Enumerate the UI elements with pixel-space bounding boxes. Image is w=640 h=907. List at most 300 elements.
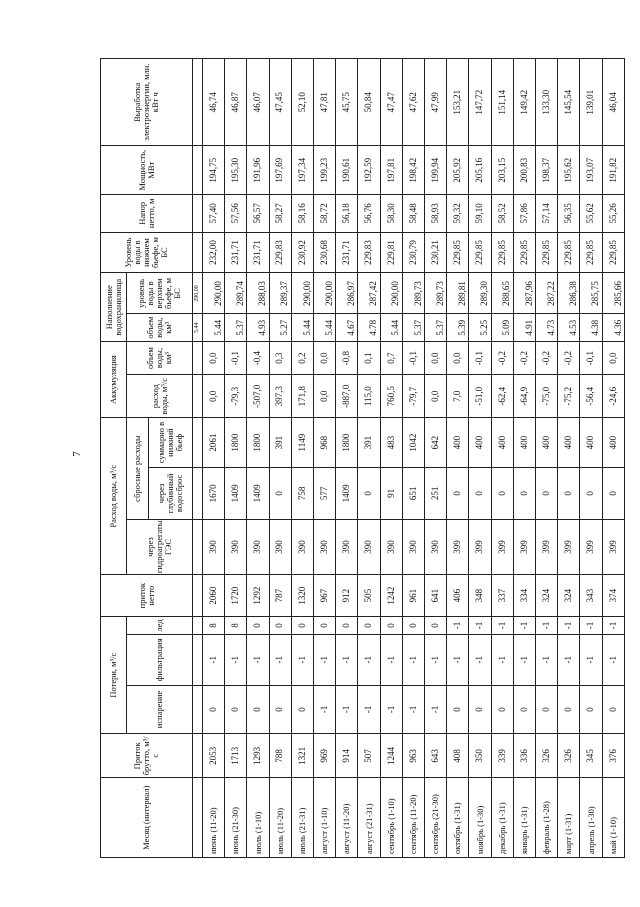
cell-lower: 230,21 [425, 232, 447, 273]
cell-acc-flow: -51,0 [469, 375, 491, 418]
cell-spill: 0 [580, 467, 602, 519]
cell-power: 198,42 [402, 146, 424, 195]
cell-inflow: 408 [447, 734, 469, 778]
init-row-cell [193, 146, 203, 195]
cell-vol-stagger [336, 314, 358, 342]
col-head: Напор нетто, м [101, 195, 193, 233]
cell-acc-vol: -0,8 [336, 342, 358, 375]
init-row-cell [193, 195, 203, 233]
cell-acc-vol: -0,2 [536, 342, 558, 375]
cell-ice: -1 [536, 617, 558, 635]
cell-turb: 399 [602, 519, 624, 574]
cell-ice: -1 [513, 617, 535, 635]
cell-evap: 0 [469, 685, 491, 734]
cell-total: 1042 [402, 418, 424, 468]
init-row-cell [193, 59, 203, 146]
cell-gen: 46,74 [203, 59, 225, 146]
cell-inflow: 507 [358, 734, 380, 778]
cell-turb: 399 [558, 519, 580, 574]
cell-net: 1320 [291, 575, 313, 617]
cell-upper-stagger [269, 273, 291, 314]
cell-filt: -1 [536, 634, 558, 685]
cell-month: март (1-31) [558, 778, 580, 858]
col-water-volume: объем воды, км³ [127, 314, 193, 342]
cell-spill: 0 [447, 467, 469, 519]
cell-month: июль (21-31) [291, 778, 313, 858]
cell-upper-stagger [358, 273, 380, 314]
cell-gen: 47,99 [425, 59, 447, 146]
cell-month: июнь (21-30) [225, 778, 247, 858]
col-inflow-gross: Приток брутто, м³/с [101, 734, 193, 778]
table-row [558, 59, 580, 858]
cell-acc-flow: -62,4 [491, 375, 513, 418]
cell-inflow: 969 [314, 734, 336, 778]
col-discharge-flows: сбросные расходы [127, 418, 149, 520]
cell-head: 58,48 [402, 195, 424, 233]
cell-upper-stagger [203, 273, 225, 314]
cell-vol-stagger [203, 314, 225, 342]
table-row [425, 59, 447, 858]
cell-power: 200,83 [513, 146, 535, 195]
cell-evap: 0 [203, 685, 225, 734]
cell-acc-flow: -887,0 [336, 375, 358, 418]
table-row [469, 59, 491, 858]
cell-acc-vol: 0,0 [602, 342, 624, 375]
cell-lower: 229,85 [469, 232, 491, 273]
cell-ice: 0 [314, 617, 336, 635]
cell-vol-stagger [380, 314, 402, 342]
cell-total: 2061 [203, 418, 225, 468]
cell-filt: -1 [402, 634, 424, 685]
cell-upper-stagger [580, 273, 602, 314]
cell-ice: -1 [491, 617, 513, 635]
col-power: Мощность, МВт [101, 146, 193, 195]
cell-power: 198,37 [536, 146, 558, 195]
cell-evap: 0 [602, 685, 624, 734]
cell-ice: -1 [469, 617, 491, 635]
cell-inflow: 1244 [380, 734, 402, 778]
cell-upper-stagger [225, 273, 247, 314]
cell-power: 194,75 [203, 146, 225, 195]
cell-inflow: 788 [269, 734, 291, 778]
cell-upper: 286,97 [346, 281, 356, 306]
initial-volume: 5.44 [193, 314, 203, 342]
cell-upper-stagger [469, 273, 491, 314]
col-month: Месяц (интервал) [101, 778, 193, 858]
cell-inflow: 376 [602, 734, 624, 778]
cell-inflow: 336 [513, 734, 535, 778]
cell-vol: 5.37 [412, 319, 423, 336]
cell-evap: 0 [513, 685, 535, 734]
cell-upper-stagger [447, 273, 469, 314]
cell-vol: 5.39 [457, 319, 468, 336]
col-lower-level: Уровень воды в нижнем бьефе, м БС [101, 232, 193, 273]
cell-power: 199,94 [425, 146, 447, 195]
cell-gen: 145,54 [558, 59, 580, 146]
cell-gen: 46,04 [602, 59, 624, 146]
cell-ice: -1 [447, 617, 469, 635]
cell-gen: 151,14 [491, 59, 513, 146]
cell-net: 967 [314, 575, 336, 617]
cell-vol: 4.78 [368, 319, 379, 336]
cell-acc-vol: 0,0 [447, 342, 469, 375]
cell-power: 197,34 [291, 146, 313, 195]
cell-upper: 286,38 [568, 281, 579, 306]
cell-power: 192,59 [358, 146, 380, 195]
cell-acc-vol: -0,2 [558, 342, 580, 375]
cell-lower: 231,71 [336, 232, 358, 273]
cell-inflow: 643 [425, 734, 447, 778]
cell-acc-vol: -0,4 [247, 342, 269, 375]
cell-month: июль (1-10) [247, 778, 269, 858]
cell-power: 203,15 [491, 146, 513, 195]
cell-lower: 231,71 [247, 232, 269, 273]
cell-evap: 0 [536, 685, 558, 734]
init-row-cell [193, 232, 203, 273]
cell-vol: 4.36 [612, 319, 623, 336]
cell-acc-flow: -75,2 [558, 375, 580, 418]
cell-filt: -1 [336, 634, 358, 685]
cell-head: 56,76 [358, 195, 380, 233]
cell-total: 400 [602, 418, 624, 468]
cell-spill: 0 [358, 467, 380, 519]
cell-vol: 5.09 [501, 319, 512, 336]
cell-lower: 229,85 [447, 232, 469, 273]
cell-month: июль (11-20) [269, 778, 291, 858]
cell-acc-flow: -79,7 [402, 375, 424, 418]
cell-lower: 229,83 [269, 232, 291, 273]
cell-acc-flow: -79,3 [225, 375, 247, 418]
cell-total: 400 [558, 418, 580, 468]
cell-ice: 0 [247, 617, 269, 635]
cell-acc-flow: 0,0 [425, 375, 447, 418]
cell-total: 400 [491, 418, 513, 468]
cell-ice: 8 [225, 617, 247, 635]
table-row [580, 59, 602, 858]
cell-vol-stagger [536, 314, 558, 342]
cell-evap: -1 [336, 685, 358, 734]
cell-net: 505 [358, 575, 380, 617]
cell-filt: -1 [491, 634, 513, 685]
cell-vol: 4.73 [545, 319, 556, 336]
cell-gen: 50,84 [358, 59, 380, 146]
cell-filt: -1 [602, 634, 624, 685]
cell-filt: -1 [380, 634, 402, 685]
cell-total: 391 [358, 418, 380, 468]
table-row [380, 59, 402, 858]
init-row-cell [193, 375, 203, 418]
cell-month: ноябрь (1-30) [469, 778, 491, 858]
cell-spill: 758 [291, 467, 313, 519]
cell-power: 193,07 [580, 146, 602, 195]
cell-total: 1800 [225, 418, 247, 468]
col-accumulation: Аккумуляция [101, 342, 127, 418]
cell-power: 191,96 [247, 146, 269, 195]
cell-filt: -1 [247, 634, 269, 685]
cell-inflow: 345 [580, 734, 602, 778]
cell-upper-stagger [247, 273, 269, 314]
cell-acc-vol: 0,3 [269, 342, 291, 375]
cell-evap: -1 [402, 685, 424, 734]
cell-upper-stagger [513, 273, 535, 314]
cell-month: февраль (1-28) [536, 778, 558, 858]
cell-vol: 4.91 [523, 319, 534, 336]
cell-spill: 1409 [225, 467, 247, 519]
cell-net: 324 [536, 575, 558, 617]
cell-inflow: 326 [558, 734, 580, 778]
init-row-cell [193, 519, 203, 574]
cell-month: январь (1-31) [513, 778, 535, 858]
cell-spill: 0 [269, 467, 291, 519]
cell-head: 59,32 [447, 195, 469, 233]
cell-vol: 5.37 [434, 319, 445, 336]
cell-upper: 287,22 [545, 281, 556, 306]
cell-gen: 133,30 [536, 59, 558, 146]
cell-lower: 230,92 [291, 232, 313, 273]
cell-spill: 0 [491, 467, 513, 519]
cell-gen: 47,47 [380, 59, 402, 146]
cell-power: 195,30 [225, 146, 247, 195]
cell-upper: 288,03 [257, 281, 268, 306]
table-row [536, 59, 558, 858]
table-row [291, 59, 313, 858]
cell-power: 205,16 [469, 146, 491, 195]
cell-upper: 285,66 [612, 281, 623, 306]
init-row-cell [193, 778, 203, 858]
cell-acc-vol: 0,0 [203, 342, 225, 375]
cell-acc-vol: -0,1 [580, 342, 602, 375]
cell-vol: 4.38 [590, 319, 601, 336]
cell-upper-stagger [491, 273, 513, 314]
cell-upper: 289,30 [479, 281, 490, 306]
cell-spill: 577 [314, 467, 336, 519]
cell-acc-vol: 0,2 [291, 342, 313, 375]
cell-acc-vol: 0,7 [380, 342, 402, 375]
cell-spill: 651 [402, 467, 424, 519]
cell-vol: 5.27 [279, 319, 290, 336]
cell-upper: 290,00 [301, 281, 312, 306]
page-number: 7 [71, 451, 83, 457]
cell-power: 195,62 [558, 146, 580, 195]
cell-lower: 232,00 [203, 232, 225, 273]
col-through-spillway: через глубинный водосброс [149, 467, 193, 519]
cell-vol-stagger [247, 314, 269, 342]
cell-acc-flow: 7,0 [447, 375, 469, 418]
cell-month: август (21-31) [358, 778, 380, 858]
cell-inflow: 2053 [203, 734, 225, 778]
cell-evap: 0 [247, 685, 269, 734]
cell-gen: 46,87 [225, 59, 247, 146]
cell-acc-vol: -0,2 [491, 342, 513, 375]
cell-upper: 289,73 [412, 281, 423, 306]
cell-turb: 390 [402, 519, 424, 574]
cell-lower: 229,85 [491, 232, 513, 273]
cell-turb: 390 [380, 519, 402, 574]
cell-inflow: 1321 [291, 734, 313, 778]
cell-turb: 399 [469, 519, 491, 574]
cell-acc-flow: 760,5 [380, 375, 402, 418]
table-row [602, 59, 624, 858]
col-water-flow: Расход воды, м³/с [101, 418, 127, 575]
cell-vol-stagger [291, 314, 313, 342]
col-inflow-net: приток нетто [101, 575, 193, 617]
cell-evap: 0 [558, 685, 580, 734]
col-filtration: фильтрация [127, 634, 193, 685]
cell-acc-flow: -75,0 [536, 375, 558, 418]
cell-acc-flow: -24,6 [602, 375, 624, 418]
cell-month: октябрь (1-31) [447, 778, 469, 858]
cell-upper-stagger [536, 273, 558, 314]
cell-lower: 229,85 [602, 232, 624, 273]
cell-ice: 0 [269, 617, 291, 635]
cell-turb: 399 [513, 519, 535, 574]
cell-vol: 5.44 [323, 319, 334, 336]
cell-filt: -1 [358, 634, 380, 685]
cell-vol-stagger [513, 314, 535, 342]
cell-filt: -1 [225, 634, 247, 685]
cell-upper-stagger [602, 273, 624, 314]
cell-head: 58,27 [269, 195, 291, 233]
cell-lower: 231,71 [225, 232, 247, 273]
cell-acc-vol: -0,1 [225, 342, 247, 375]
cell-gen: 149,42 [513, 59, 535, 146]
cell-evap: 0 [447, 685, 469, 734]
cell-lower: 229,85 [558, 232, 580, 273]
cell-total: 642 [425, 418, 447, 468]
cell-lower: 229,85 [580, 232, 602, 273]
table-row [247, 59, 269, 858]
cell-upper: 290,00 [212, 281, 223, 306]
cell-head: 57,56 [225, 195, 247, 233]
cell-inflow: 914 [336, 734, 358, 778]
reservoir-regime-sheet [100, 58, 625, 858]
cell-upper: 287,42 [368, 281, 379, 306]
init-row-cell [193, 734, 203, 778]
cell-filt: -1 [580, 634, 602, 685]
cell-total: 1800 [336, 418, 358, 468]
cell-turb: 390 [247, 519, 269, 574]
cell-net: 374 [602, 575, 624, 617]
cell-net: 961 [402, 575, 424, 617]
cell-lower: 229,85 [536, 232, 558, 273]
initial-level: 290,00 [193, 273, 203, 314]
cell-ice: 0 [402, 617, 424, 635]
cell-turb: 399 [580, 519, 602, 574]
cell-turb: 390 [269, 519, 291, 574]
cell-turb: 390 [358, 519, 380, 574]
cell-upper: 287,96 [523, 281, 534, 306]
cell-total: 400 [580, 418, 602, 468]
cell-vol: 5.44 [301, 319, 312, 336]
cell-spill: 0 [536, 467, 558, 519]
cell-net: 348 [469, 575, 491, 617]
table-body [203, 59, 625, 858]
cell-gen: 47,45 [269, 59, 291, 146]
cell-acc-vol: 0,0 [314, 342, 336, 375]
cell-net: 1242 [380, 575, 402, 617]
cell-ice: -1 [602, 617, 624, 635]
init-row-cell [193, 685, 203, 734]
init-row-cell [193, 617, 203, 635]
cell-acc-flow: -56,4 [580, 375, 602, 418]
cell-acc-vol: 0,0 [425, 342, 447, 375]
cell-net: 2060 [203, 575, 225, 617]
cell-acc-flow: 0,0 [203, 375, 225, 418]
cell-inflow: 1713 [225, 734, 247, 778]
col-through-turbines: через гидроагрегаты ГЭС [127, 519, 193, 574]
cell-total: 391 [269, 418, 291, 468]
table-row [402, 59, 424, 858]
cell-vol: 5.44 [390, 319, 401, 336]
cell-month: апрель (1-30) [580, 778, 602, 858]
cell-turb: 390 [336, 519, 358, 574]
cell-vol-stagger [269, 314, 291, 342]
cell-gen: 47,62 [402, 59, 424, 146]
cell-evap: -1 [425, 685, 447, 734]
cell-vol-stagger [425, 314, 447, 342]
cell-upper-stagger [336, 273, 358, 314]
cell-upper: 289,81 [457, 281, 468, 306]
cell-gen: 45,75 [336, 59, 358, 146]
cell-power: 199,23 [314, 146, 336, 195]
cell-lower: 229,81 [380, 232, 402, 273]
cell-net: 1720 [225, 575, 247, 617]
cell-inflow: 963 [402, 734, 424, 778]
cell-acc-flow: 0,0 [314, 375, 336, 418]
cell-head: 58,52 [491, 195, 513, 233]
cell-net: 324 [558, 575, 580, 617]
cell-gen: 139,01 [580, 59, 602, 146]
cell-net: 912 [336, 575, 358, 617]
col-upper-level: уровень воды в верхнем бьефе, м БС [127, 273, 193, 314]
cell-ice: 0 [358, 617, 380, 635]
cell-spill: 251 [425, 467, 447, 519]
cell-upper: 288,65 [501, 281, 512, 306]
cell-turb: 399 [536, 519, 558, 574]
cell-upper: 290,00 [323, 281, 334, 306]
cell-vol-stagger [558, 314, 580, 342]
cell-upper: 289,37 [279, 281, 290, 306]
reservoir-regime-table [100, 58, 625, 858]
cell-month: декабрь (1-31) [491, 778, 513, 858]
cell-net: 334 [513, 575, 535, 617]
cell-spill: 1670 [203, 467, 225, 519]
cell-evap: 0 [580, 685, 602, 734]
cell-turb: 399 [447, 519, 469, 574]
cell-power: 191,82 [602, 146, 624, 195]
cell-net: 337 [491, 575, 513, 617]
cell-acc-flow: 171,8 [291, 375, 313, 418]
cell-net: 406 [447, 575, 469, 617]
cell-total: 400 [447, 418, 469, 468]
cell-acc-vol: -0,1 [402, 342, 424, 375]
col-total-downstream: суммарно в нижний бьеф [149, 418, 193, 468]
cell-evap: 0 [225, 685, 247, 734]
init-row-cell [193, 418, 203, 468]
cell-spill: 0 [558, 467, 580, 519]
cell-spill: 0 [469, 467, 491, 519]
cell-turb: 390 [203, 519, 225, 574]
cell-gen: 147,72 [469, 59, 491, 146]
cell-power: 205,92 [447, 146, 469, 195]
cell-acc-vol: 0,1 [358, 342, 380, 375]
cell-head: 58,30 [380, 195, 402, 233]
cell-evap: -1 [380, 685, 402, 734]
cell-lower: 229,85 [513, 232, 535, 273]
table-row [269, 59, 291, 858]
table-row [358, 59, 380, 858]
cell-filt: -1 [314, 634, 336, 685]
